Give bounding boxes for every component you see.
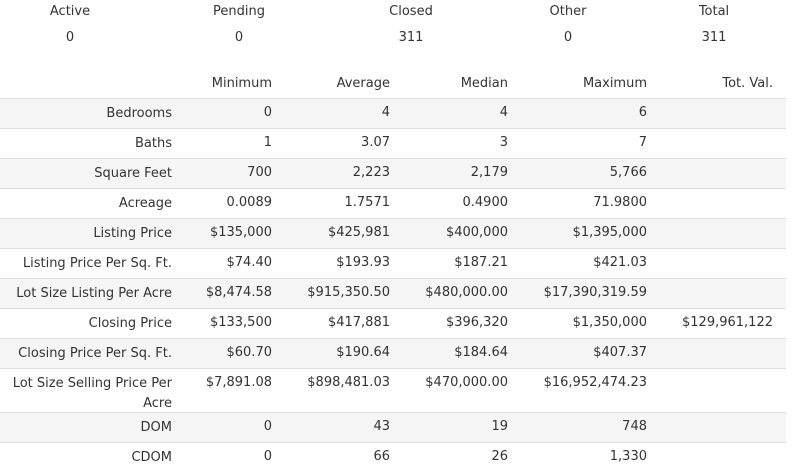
status-counts-values — [0, 26, 800, 50]
row-label: CDOM — [131, 450, 172, 465]
table-row — [0, 218, 786, 248]
row-label: Listing Price — [93, 226, 172, 241]
cell-average: 2,223 — [352, 165, 390, 180]
table-row — [0, 368, 786, 412]
cell-average: $190.64 — [336, 345, 390, 360]
cell-maximum: $1,350,000 — [572, 315, 647, 330]
cell-average: 3.07 — [361, 135, 390, 150]
table-row — [0, 248, 786, 278]
cell-median: $184.64 — [454, 345, 508, 360]
count-value-other: 0 — [563, 30, 573, 45]
cell-minimum: $74.40 — [226, 255, 272, 270]
count-value-pending: 0 — [234, 30, 244, 45]
cell-minimum: $8,474.58 — [205, 285, 272, 300]
row-label: Bedrooms — [106, 106, 172, 121]
table-row — [0, 278, 786, 308]
table-row — [0, 412, 786, 442]
statistics-header — [0, 72, 786, 98]
cell-minimum: $7,891.08 — [205, 375, 272, 390]
row-label: Lot Size Selling Price Per Acre — [12, 376, 172, 411]
row-label: Acreage — [118, 196, 172, 211]
header-maximum: Maximum — [582, 76, 647, 91]
cell-median: 19 — [491, 419, 508, 434]
cell-maximum: 5,766 — [609, 165, 647, 180]
row-label: Lot Size Listing Per Acre — [16, 286, 172, 301]
cell-average: 66 — [373, 449, 390, 464]
count-label-pending: Pending — [213, 4, 265, 19]
cell-minimum: $133,500 — [209, 315, 272, 330]
cell-median: $396,320 — [445, 315, 508, 330]
cell-average: 1.7571 — [344, 195, 390, 210]
cell-maximum: $421.03 — [593, 255, 647, 270]
cell-minimum: 0 — [263, 449, 272, 464]
cell-maximum: 1,330 — [609, 449, 647, 464]
table-row — [0, 442, 786, 472]
cell-median: $480,000.00 — [425, 285, 508, 300]
cell-average: $898,481.03 — [307, 375, 390, 390]
row-label: Baths — [135, 136, 172, 151]
cell-average: $193.93 — [336, 255, 390, 270]
cell-median: 3 — [499, 135, 508, 150]
cell-median: 2,179 — [470, 165, 508, 180]
cell-minimum: 0.0089 — [226, 195, 272, 210]
cell-total-value: $129,961,122 — [682, 315, 773, 330]
header-median: Median — [460, 76, 508, 91]
status-counts-header — [0, 0, 800, 26]
cell-minimum: 0 — [263, 105, 272, 120]
cell-median: $187.21 — [454, 255, 508, 270]
row-label: Listing Price Per Sq. Ft. — [22, 256, 172, 271]
count-value-active: 0 — [65, 30, 75, 45]
count-label-closed: Closed — [389, 4, 433, 19]
header-minimum: Minimum — [211, 76, 272, 91]
cell-maximum: $407.37 — [593, 345, 647, 360]
cell-maximum: $16,952,474.23 — [543, 375, 647, 390]
cell-minimum: 1 — [263, 135, 272, 150]
table-row — [0, 128, 786, 158]
cell-median: 4 — [499, 105, 508, 120]
cell-median: 26 — [491, 449, 508, 464]
cell-average: $425,981 — [327, 225, 390, 240]
cell-median: $470,000.00 — [425, 375, 508, 390]
cell-minimum: $60.70 — [226, 345, 272, 360]
status-counts-table — [0, 0, 800, 50]
cell-median: 0.4900 — [462, 195, 508, 210]
cell-average: $915,350.50 — [307, 285, 390, 300]
cell-maximum: $17,390,319.59 — [543, 285, 647, 300]
row-label: Square Feet — [94, 166, 172, 181]
cell-maximum: $1,395,000 — [572, 225, 647, 240]
count-label-active: Active — [49, 4, 91, 19]
cell-maximum: 71.9800 — [593, 195, 647, 210]
table-row — [0, 308, 786, 338]
table-row — [0, 158, 786, 188]
count-label-other: Other — [549, 4, 587, 19]
table-row — [0, 98, 786, 128]
table-row — [0, 338, 786, 368]
cell-maximum: 6 — [638, 105, 647, 120]
count-value-total: 311 — [701, 30, 727, 45]
row-label: DOM — [140, 420, 172, 435]
cell-average: 43 — [373, 419, 390, 434]
cell-average: 4 — [381, 105, 390, 120]
count-label-total: Total — [698, 4, 730, 19]
cell-minimum: $135,000 — [209, 225, 272, 240]
table-row — [0, 188, 786, 218]
cell-maximum: 748 — [622, 419, 647, 434]
cell-average: $417,881 — [327, 315, 390, 330]
header-average: Average — [336, 76, 390, 91]
cell-maximum: 7 — [638, 135, 647, 150]
statistics-table — [0, 72, 786, 472]
row-label: Closing Price — [88, 316, 172, 331]
cell-minimum: 700 — [247, 165, 272, 180]
cell-median: $400,000 — [445, 225, 508, 240]
header-total-value: Tot. Val. — [722, 76, 773, 91]
row-label: Closing Price Per Sq. Ft. — [18, 346, 172, 361]
count-value-closed: 311 — [398, 30, 424, 45]
cell-minimum: 0 — [263, 419, 272, 434]
